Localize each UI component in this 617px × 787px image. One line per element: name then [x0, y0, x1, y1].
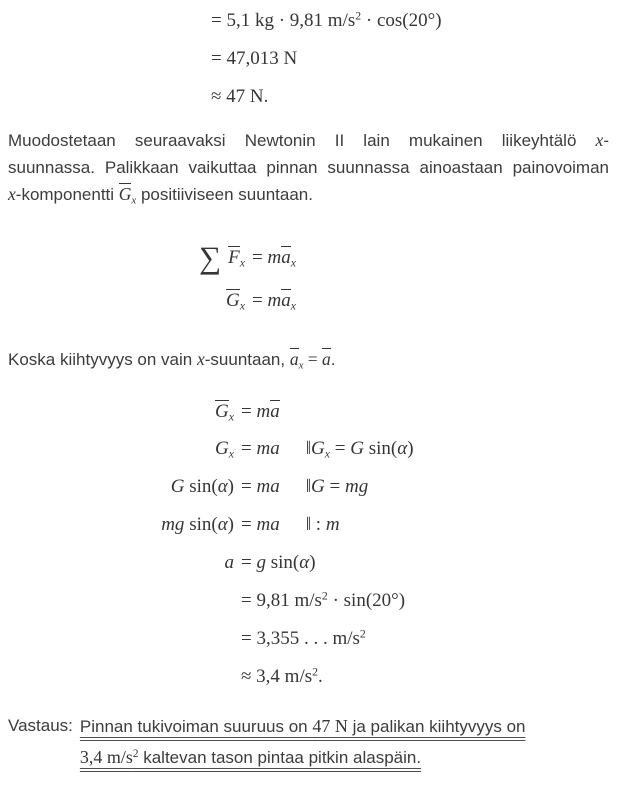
equation-lhs: $G_x$	[226, 289, 245, 313]
answer-text: Pinnan tukivoiman suuruus on 47 N ja palikan kiihtyvyys on 3,4 $m/s^2$ kaltevan tason pintaa pitkin alaspäin.	[79, 716, 526, 767]
paragraph-newton-law	[8, 127, 609, 208]
equation-row	[154, 430, 431, 468]
equation-rhs: = 9,81 $m/s^2 \cdot \sin(20^\circ)$	[241, 589, 406, 611]
answer-label: Vastaus:	[8, 716, 73, 735]
equation-lhs: $G_x$	[215, 400, 234, 424]
equation-rhs: ≈ 47 N.	[211, 86, 269, 107]
equation-rhs: = ma	[241, 400, 280, 422]
equation-rhs: = ma	[241, 438, 280, 459]
equation-row	[154, 658, 431, 696]
equation-lhs: G sin(α)	[170, 476, 234, 497]
equation-row	[187, 280, 296, 320]
equation-row	[154, 468, 431, 506]
equation-lhs: mg sin(α)	[161, 514, 234, 535]
equation-rhs: = 5,1 kg · 9,81 $m/s^2 \cdot \cos(20^\circ)$	[211, 9, 442, 31]
equation-lhs: a	[224, 552, 234, 573]
equation-lhs: $G_x$	[215, 438, 234, 461]
equation-rhs: = 3,355 . . . $m/s^2$	[241, 627, 366, 649]
equation-rhs: ≈ 3,4 $m/s^2$.	[241, 665, 323, 687]
equation-comment: $‖G_x = G$ sin(α)	[305, 438, 414, 461]
paragraph-line: suunnassa. Palikkaan vaikuttaa pinnan suunnassa ainoastaan painovoiman	[8, 158, 609, 177]
equation-comment: ‖ : m	[305, 514, 340, 535]
equation-rhs: = g sin(α)	[241, 552, 316, 573]
equation-row	[187, 234, 296, 280]
equation-row	[211, 78, 442, 116]
equation-comment: ‖G = mg	[305, 476, 369, 497]
equation-row	[154, 620, 431, 658]
equation-lhs: ∑ $F_x$	[199, 239, 245, 275]
equation-row	[154, 582, 431, 620]
paragraph-line: Muodostetaan seuraavaksi Newtonin II lain mukainen liikeyhtälö x-	[8, 130, 609, 150]
equation-row	[154, 506, 431, 544]
equation-row	[211, 2, 442, 40]
equation-rhs: = ma	[241, 476, 280, 497]
paragraph-acceleration	[8, 346, 609, 373]
equation-rhs: = 47,013 N	[211, 48, 298, 69]
equation-block-normal-force	[211, 2, 442, 116]
equation-row	[154, 544, 431, 582]
equation-row	[154, 392, 431, 430]
equation-rhs: = $ma_x$	[252, 246, 296, 270]
summation-symbol: ∑	[199, 239, 222, 275]
equation-block-newton	[187, 234, 296, 320]
equation-block-derivation	[154, 392, 431, 696]
paragraph-line: x-komponentti $G_x$ positiiviseen suuntaan.	[8, 184, 313, 207]
answer-section	[8, 711, 532, 773]
paragraph-line: Koska kiihtyvyys on vain x-suuntaan, $a_x = a$.	[8, 349, 336, 372]
equation-rhs: = ma	[241, 514, 280, 535]
equation-row	[211, 40, 442, 78]
equation-rhs: = $ma_x$	[252, 289, 296, 313]
